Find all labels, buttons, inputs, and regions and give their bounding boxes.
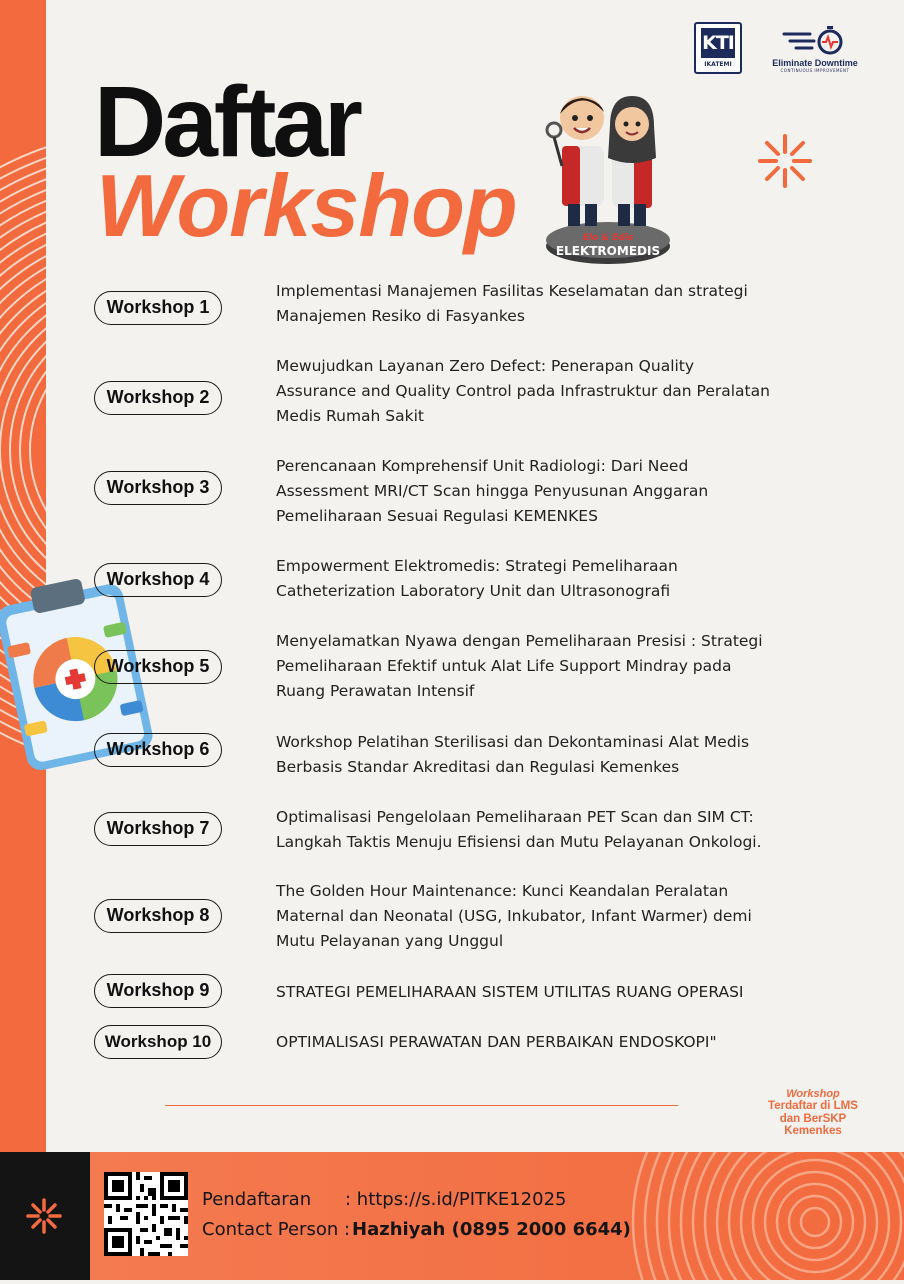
qr-code[interactable] <box>104 1172 188 1256</box>
workshop-6-description <box>276 730 856 780</box>
footer-rings-decoration <box>90 1152 904 1280</box>
eliminate-downtime-logo <box>756 24 874 73</box>
badge-line-2: dan BerSKP <box>779 1112 847 1125</box>
divider-line <box>165 1105 678 1106</box>
workshop-5-desc-line: Pemeliharaan Efektif untuk Alat Life Support Mindray pada <box>276 657 732 675</box>
workshop-7-desc-line: Optimalisasi Pengelolaan Pemeliharaan PET Scan dan SIM CT: <box>276 808 754 826</box>
workshop-4-description <box>276 554 856 604</box>
badge-line-3: Kemenkes <box>784 1125 842 1137</box>
workshop-6-desc-line: Berbasis Standar Akreditasi dan Regulasi Kemenkes <box>276 758 680 776</box>
eliminate-downtime-text: Eliminate Downtime <box>772 57 858 68</box>
workshop-6-badge: Workshop 6 <box>94 733 222 767</box>
workshop-3-desc-line: Perencanaan Komprehensif Unit Radiologi: Dari Need <box>276 457 689 475</box>
workshop-9-desc-line: STRATEGI PEMELIHARAAN SISTEM UTILITAS RUANG OPERASI <box>276 983 744 1001</box>
workshop-8-desc-line: Maternal dan Neonatal (USG, Inkubator, Infant Warmer) demi <box>276 907 752 925</box>
workshop-8-desc-line: Mutu Pelayanan yang Unggul <box>276 932 504 950</box>
workshop-2-desc-line: Mewujudkan Layanan Zero Defect: Penerapan Quality <box>276 357 695 375</box>
workshop-7-description <box>276 805 856 855</box>
mascot-label-bottom: ELEKTROMEDIS <box>555 244 661 258</box>
workshop-8-badge: Workshop 8 <box>94 899 222 933</box>
workshop-5-desc-line: Menyelamatkan Nyawa dengan Pemeliharaan Presisi : Strategi <box>276 632 763 650</box>
registration-label: Pendaftaran <box>202 1189 312 1210</box>
workshop-4-desc-line: Catheterization Laboratory Unit dan Ultrasonografi <box>276 582 671 600</box>
workshop-8-description <box>276 879 856 954</box>
workshop-9-description <box>276 980 856 1005</box>
workshop-3-description <box>276 454 856 529</box>
mascot-label-top: Elo & Edis <box>582 233 634 243</box>
workshop-2-badge: Workshop 2 <box>94 381 222 415</box>
workshop-1-description <box>276 279 856 329</box>
badge-script-text: Workshop <box>786 1088 840 1100</box>
workshop-9-badge: Workshop 9 <box>94 974 222 1008</box>
workshop-2-desc-line: Medis Rumah Sakit <box>276 407 424 425</box>
title-workshop: Workshop <box>96 156 517 255</box>
contact-person-value: Hazhiyah (0895 2000 6644) <box>352 1219 631 1240</box>
workshop-1-badge: Workshop 1 <box>94 291 222 325</box>
title-daftar: Daftar <box>94 66 359 178</box>
workshop-3-desc-line: Assessment MRI/CT Scan hingga Penyusunan Anggaran <box>276 482 709 500</box>
workshop-10-desc-line: OPTIMALISASI PERAWATAN DAN PERBAIKAN ENDOSKOPI" <box>276 1033 717 1051</box>
contact-person-label: Contact Person : <box>202 1219 351 1240</box>
workshop-1-desc-line: Manajemen Resiko di Fasyankes <box>276 307 525 325</box>
workshop-3-desc-line: Pemeliharaan Sesuai Regulasi KEMENKES <box>276 507 598 525</box>
workshop-10-description <box>276 1030 856 1055</box>
mascot-illustration <box>540 86 675 271</box>
lms-skp-badge <box>748 1088 878 1138</box>
registration-link[interactable]: : https://s.id/PITKE12025 <box>345 1189 567 1210</box>
workshop-3-badge: Workshop 3 <box>94 471 222 505</box>
workshop-1-desc-line: Implementasi Manajemen Fasilitas Keselamatan dan strategi <box>276 282 748 300</box>
footer-orange-block <box>90 1152 904 1280</box>
workshop-8-desc-line: The Golden Hour Maintenance: Kunci Keandalan Peralatan <box>276 882 729 900</box>
workshop-5-description <box>276 629 856 704</box>
ikatemi-logo <box>694 22 742 74</box>
workshop-7-desc-line: Langkah Taktis Menuju Efisiensi dan Mutu Pelayanan Onkologi. <box>276 833 762 851</box>
workshop-7-badge: Workshop 7 <box>94 812 222 846</box>
ikatemi-logo-text: IKATEMI <box>704 61 732 68</box>
footer-dark-block <box>0 1152 90 1280</box>
workshop-2-desc-line: Assurance and Quality Control pada Infrastruktur dan Peralatan <box>276 382 770 400</box>
workshop-2-description <box>276 354 856 429</box>
workshop-10-badge: Workshop 10 <box>94 1025 222 1059</box>
partner-logos <box>694 22 874 74</box>
badge-line-1: Terdaftar di LMS <box>768 1100 858 1112</box>
footer-sparkle-icon <box>0 1152 90 1280</box>
workshop-4-badge: Workshop 4 <box>94 563 222 597</box>
ikatemi-logo-mark: KTI <box>701 28 735 58</box>
workshop-6-desc-line: Workshop Pelatihan Sterilisasi dan Dekontaminasi Alat Medis <box>276 733 750 751</box>
sparkle-icon <box>756 132 814 190</box>
workshop-5-badge: Workshop 5 <box>94 650 222 684</box>
stopwatch-icon <box>780 24 850 56</box>
eliminate-downtime-subtext: CONTINUOUS IMPROVEMENT <box>780 67 850 73</box>
workshop-4-desc-line: Empowerment Elektromedis: Strategi Pemeliharaan <box>276 557 678 575</box>
workshop-5-desc-line: Ruang Perawatan Intensif <box>276 682 475 700</box>
footer <box>0 1152 904 1280</box>
